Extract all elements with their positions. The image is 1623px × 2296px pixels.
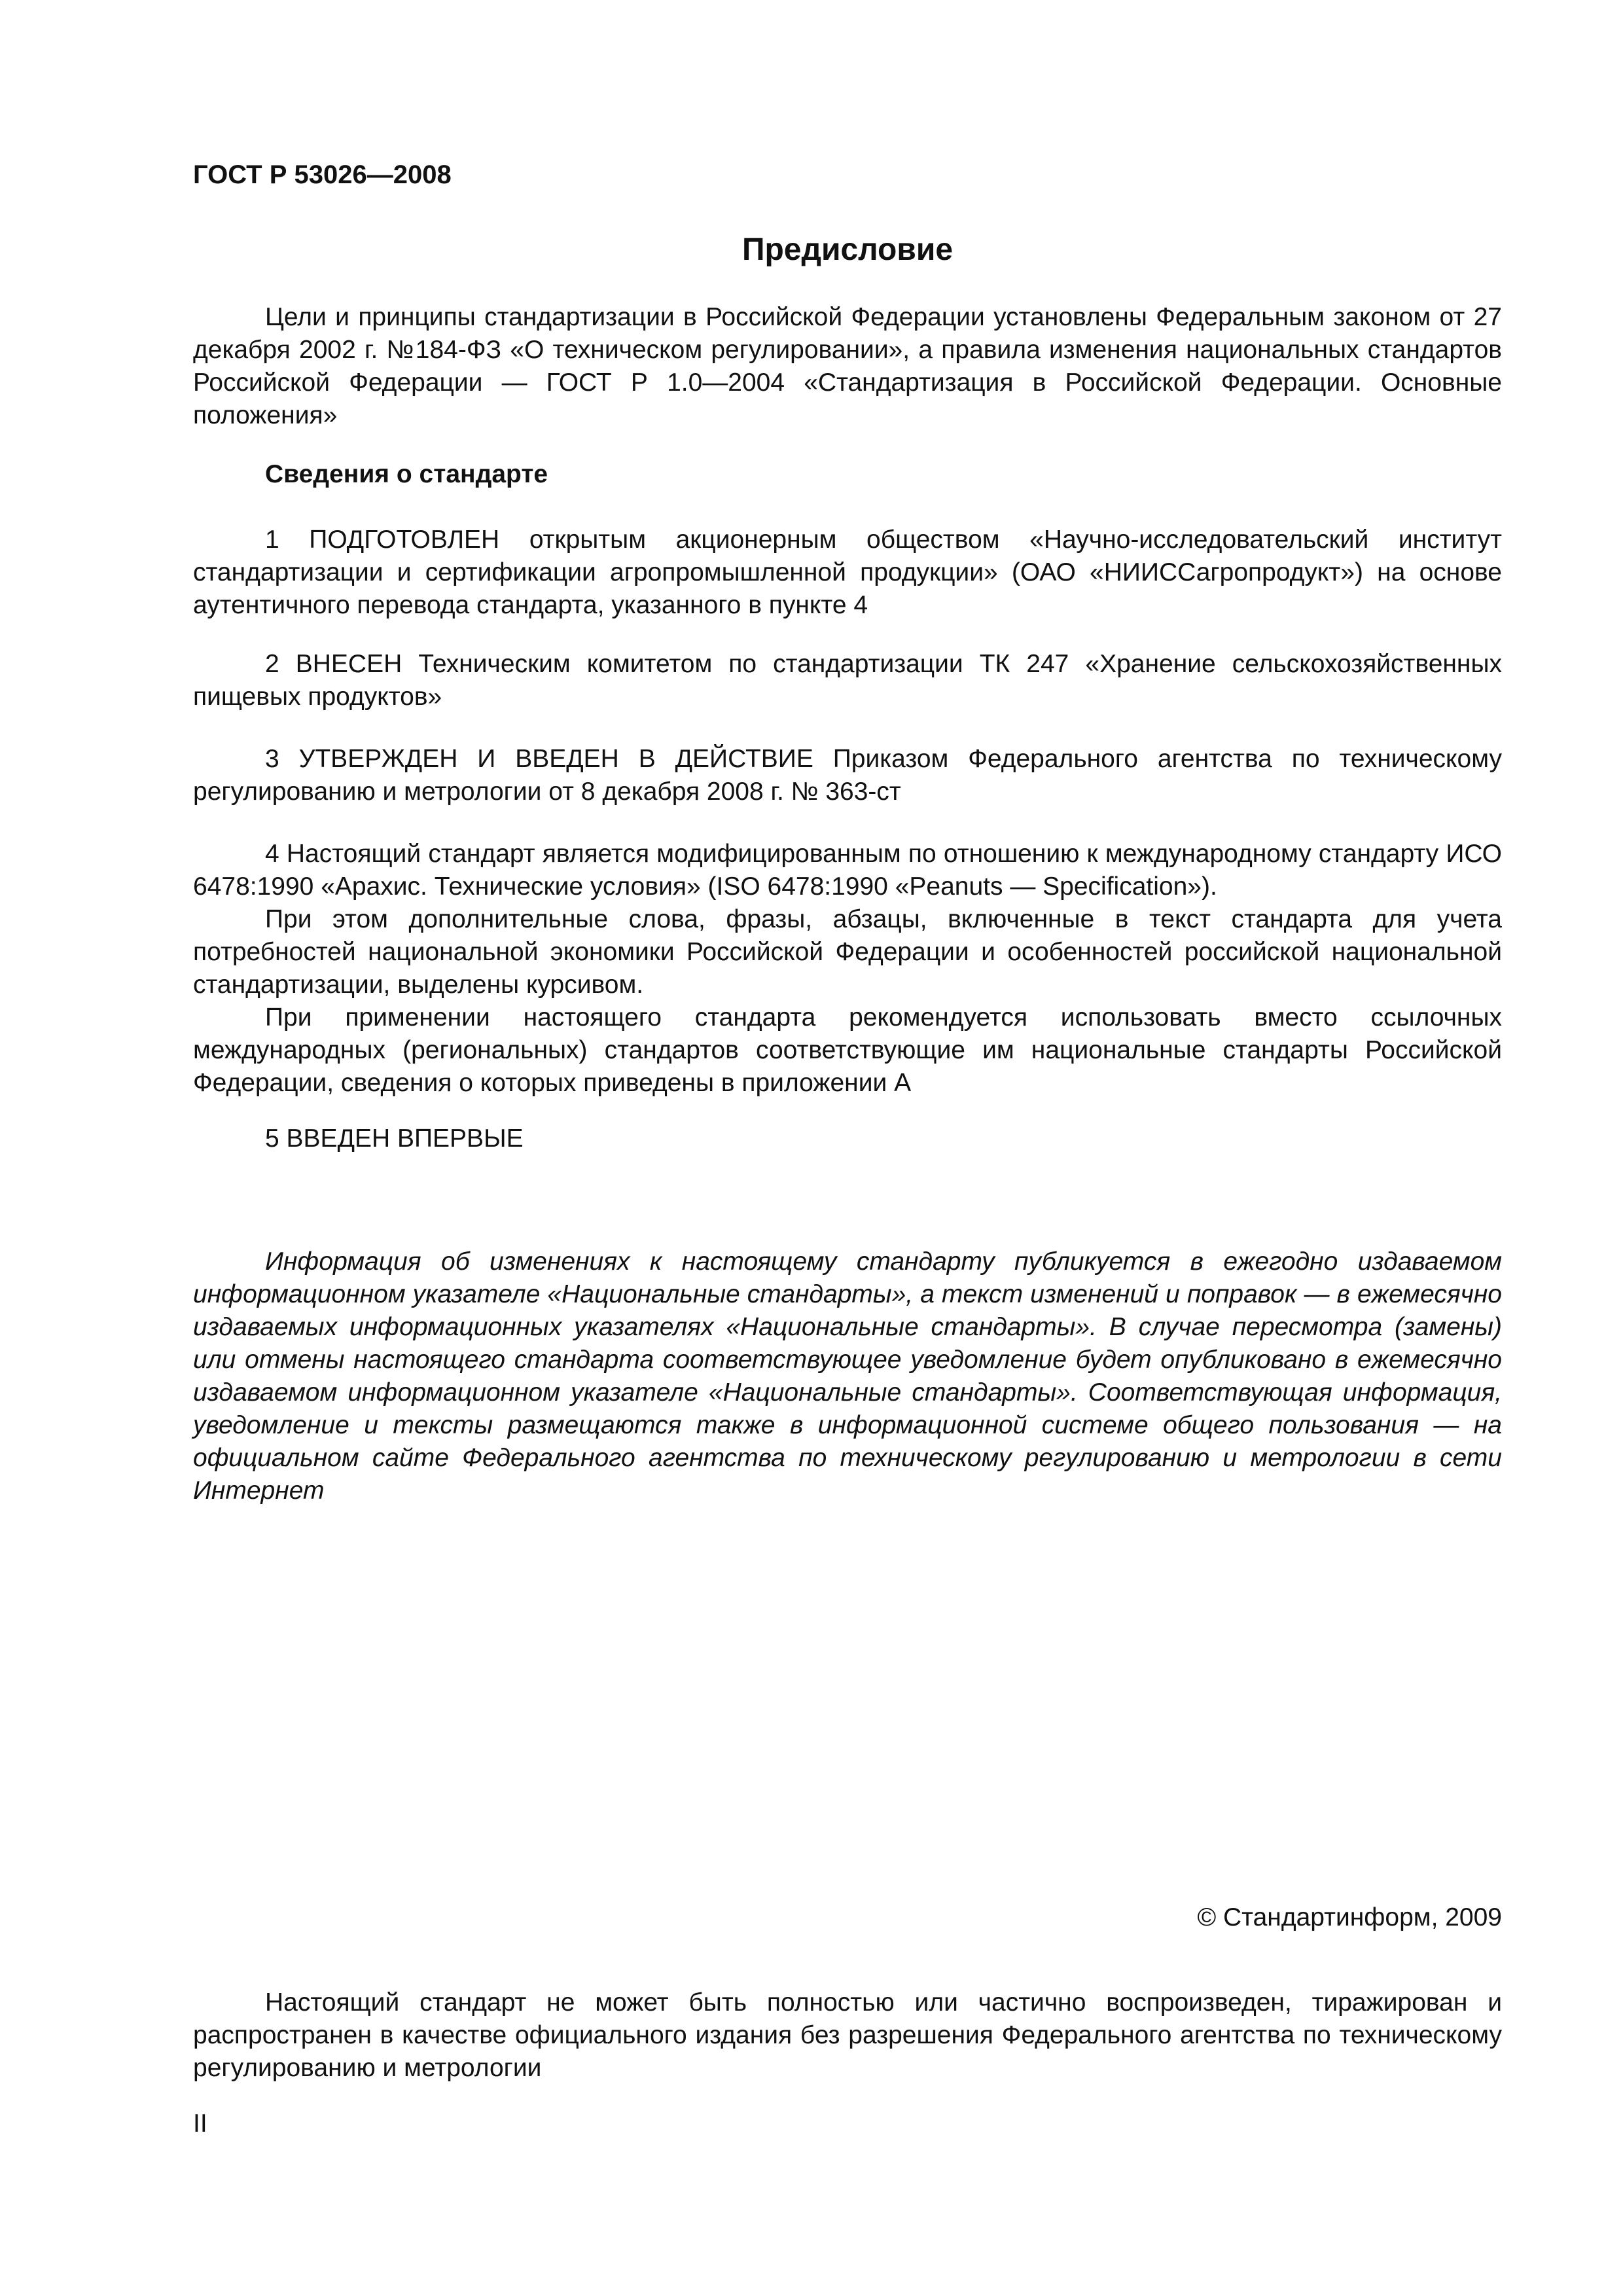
notice-paragraph: Информация об изменениях к настоящему стандарту публикуется в ежегодно издаваемом информационном указателе «Национальные стандарты», а текст изменений и поправок — в ежемесячно издаваемых информационных указателях «Национальные стандарты». В случае пересмотра (замены) или отмены настоящего стандарта соответствующее уведомление будет опубликовано в ежемесячно издаваемом информационном указателе «Национальные стандарты». Соответствующая информация, уведомление и тексты размещаются также в информационной системе общего пользования — на официальном сайте Федерального агентства по техническому регулированию и метрологии в сети Интернет [193,1247,1502,1505]
item-paragraph: 5 ВВЕДЕН ВПЕРВЫЕ [265,1124,524,1153]
info-heading-block [193,458,1502,491]
item-paragraph: 2 ВНЕСЕН Техническим комитетом по стандартизации ТК 247 «Хранение сельскохозяйственных пищевых продуктов» [193,650,1502,711]
item-paragraph: 1 ПОДГОТОВЛЕН открытым акционерным обществом «Научно-исследовательский институт стандартизации и сертификации агропромышленной продукции» (ОАО «НИИССагропродукт») на основе аутентичного перевода стандарта, указанного в пункте 4 [193,526,1502,619]
standard-code: ГОСТ Р 53026—2008 [193,160,452,189]
reproduction-block [193,1986,1502,2085]
page-number: II [193,2109,207,2138]
notice-block [193,1246,1502,1507]
reproduction-paragraph: Настоящий стандарт не может быть полностью или частично воспроизведен, тиражирован и распространен в качестве официального издания без разрешения Федерального агентства по техническому регулированию и метрологии [193,1988,1502,2082]
info-heading: Сведения о стандарте [265,460,548,488]
item-1 [193,524,1502,622]
item-5 [193,1122,1502,1155]
intro-paragraph: Цели и принципы стандартизации в Российской Федерации установлены Федеральным законом от 27 декабря 2002 г. №184-ФЗ «О техническом регулировании», а правила изменения национальных стандартов Российской Федерации — ГОСТ Р 1.0—2004 «Стандартизация в Российской Федерации. Основные положения» [193,303,1502,429]
item-paragraph: 4 Настоящий стандарт является модифицированным по отношению к международному стандарту ИСО 6478:1990 «Арахис. Технические условия» (ISO 6478:1990 «Peanuts — Specification»). [193,840,1502,901]
page-title: Предисловие [741,232,954,267]
item-3 [193,743,1502,808]
item-2 [193,648,1502,713]
intro-block [193,301,1502,432]
item-paragraph: 3 УТВЕРЖДЕН И ВВЕДЕН В ДЕЙСТВИЕ Приказом Федерального агентства по техническому регулированию и метрологии от 8 декабря 2008 г. № 363-ст [193,745,1502,806]
item-4 [193,838,1502,1100]
item-paragraph: При этом дополнительные слова, фразы, абзацы, включенные в текст стандарта для учета потребностей национальной экономики Российской Федерации и особенностей российской национальной стандартизации, выделены курсивом. [193,905,1502,999]
item-paragraph: При применении настоящего стандарта рекомендуется использовать вместо ссылочных международных (региональных) стандартов соответствующие им национальные стандарты Российской Федерации, сведения о которых приведены в приложении А [193,1003,1502,1097]
copyright: © Стандартинформ, 2009 [1197,1903,1502,1931]
